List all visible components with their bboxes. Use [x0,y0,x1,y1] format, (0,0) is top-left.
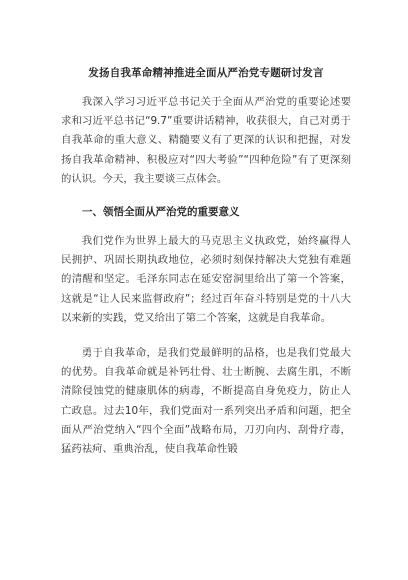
intro-paragraph: 我深入学习习近平总书记关于全面从严治党的重要论述要求和习近平总书记“9.7”重要讲话精神，收获很大，自己对勇于自我革命的重大意义、精髓要义有了更深的认识和把握，对发扬自我革命精神、积极应对“四大考验”“四种危险”有了更深刻的认识。今天，我主要谈三点体会。 [61,96,351,185]
section1-paragraph-1: 我们党作为世界上最大的马克思主义执政党，始终赢得人民拥护、巩固长期执政地位，必须时刻保持解决大党独有难题的清醒和坚定。毛泽东同志在延安窑洞里给出了第一个答案，这就是“让人民来监督政府”；经过百年奋斗特别是党的十八大以来新的实践，党又给出了第二个答案，这就是自我革命。 [61,235,351,324]
section1-paragraph-2: 勇于自我革命，是我们党最鲜明的品格，也是我们党最大的优势。自我革命就是补钙壮骨、壮士断腕、去腐生肌，不断清除侵蚀党的健康肌体的病毒，不断提高自身免疫力，防止人亡政息。过去10年，我们党面对一系列突出矛盾和问题，把全面从严治党纳入“四个全面”战略布局，刀刃向内、刮骨疗毒，猛药祛疴、重典治乱，使自我革命性锻 [61,347,351,456]
document-title: 发扬自我革命精神推进全面从严治党专题研讨发言 [88,67,324,79]
section-heading-1: 一、领悟全面从严治党的重要意义 [82,206,240,219]
